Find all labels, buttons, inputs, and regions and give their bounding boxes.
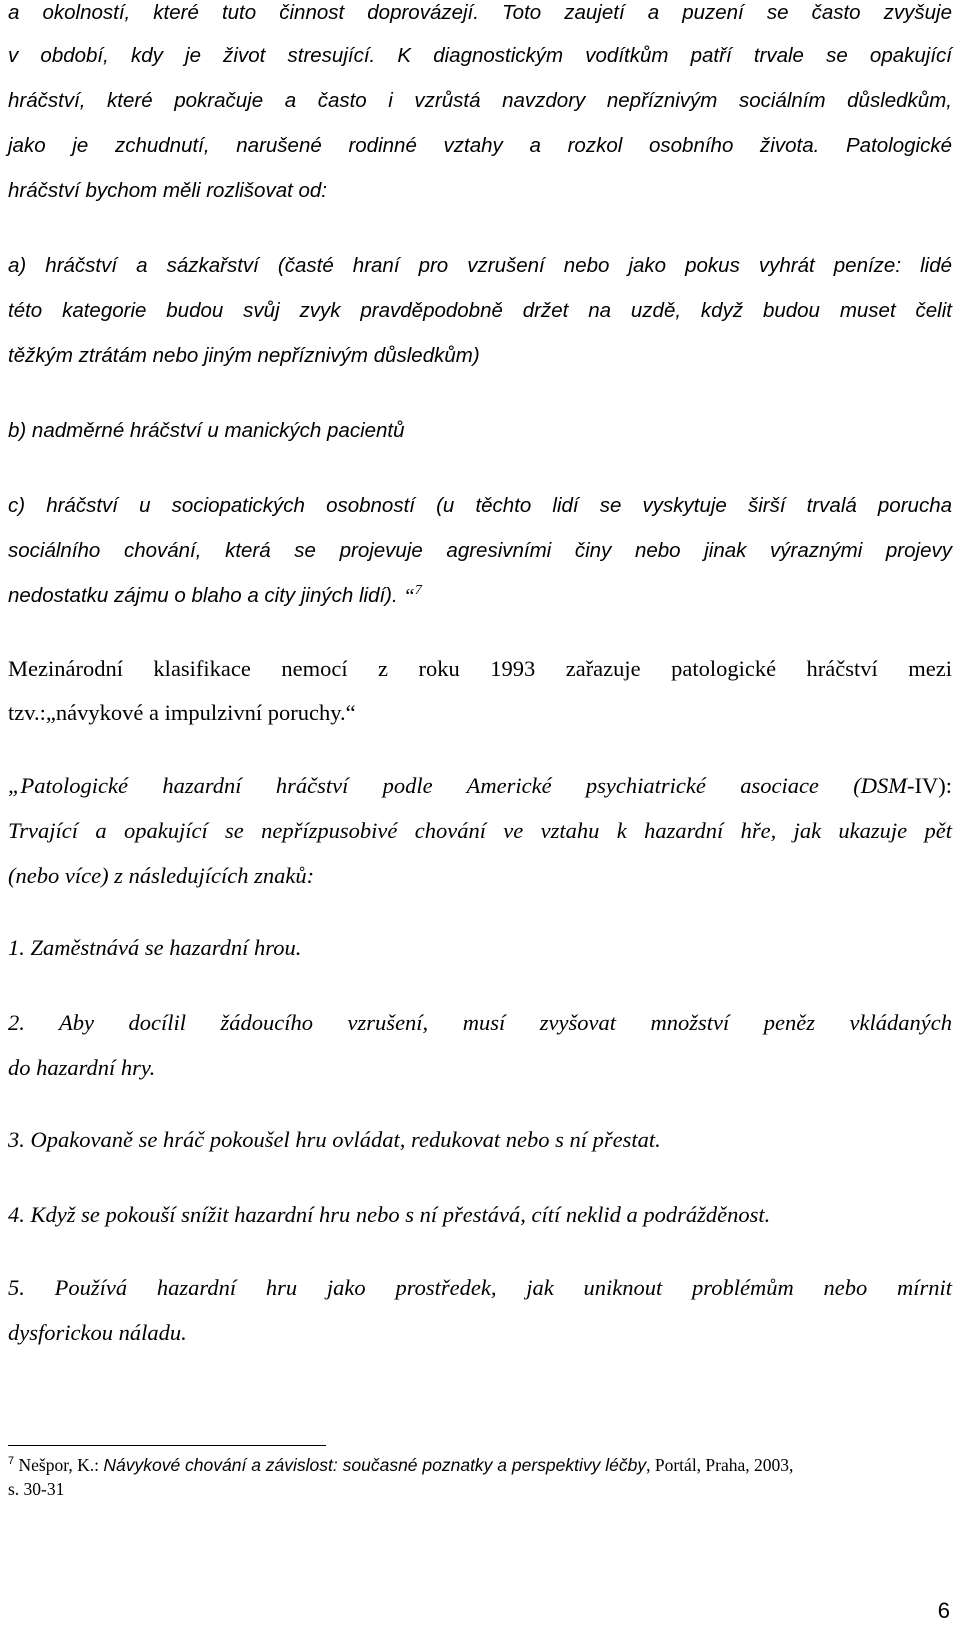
dsm-line (8, 773, 952, 799)
mkn-line: tzv.:„návykové a impulzivní poruchy.“ (8, 700, 356, 725)
list-item-c-line (8, 583, 422, 609)
list-item-c-line: sociálního chování, která se projevuje agresivními činy nebo jinak výraznými projevy (8, 539, 952, 562)
dsm-line: Trvající a opakující se nepřízpusobivé chování ve vztahu k hazardní hře, jak ukazuje pět (8, 818, 952, 843)
criteria-item-continued: do hazardní hry. (8, 1055, 156, 1080)
paragraph-line: hráčství bychom měli rozlišovat od: (8, 179, 328, 202)
paragraph-line: a okolností, které tuto činnost doprovázejí. Toto zaujetí a puzení se často zvyšuje (8, 1, 952, 24)
criteria-item-continued: dysforickou náladu. (8, 1320, 187, 1345)
closing-quote: “ (403, 585, 415, 607)
paragraph-line: v období, kdy je život stresující. K diagnostickým vodítkům patří trvale se opakující (8, 44, 952, 67)
list-item-c-text: nedostatku zájmu o blaho a city jiných lidí). (8, 584, 398, 607)
page-number: 6 (937, 1598, 950, 1623)
dsm-version: -IV): (907, 773, 952, 798)
footnote-title: Návykové chování a závislost: současné poznatky a perspektivy léčby (103, 1455, 647, 1475)
criteria-item: 3. Opakovaně se hráč pokoušel hru ovládat, redukovat nebo s ní přestat. (8, 1127, 661, 1152)
dsm-line: (nebo více) z následujících znaků: (8, 863, 315, 888)
criteria-item: 5. Používá hazardní hru jako prostředek, jak uniknout problémům nebo mírnit (8, 1275, 952, 1300)
criteria-item: 4. Když se pokouší snížit hazardní hru nebo s ní přestává, cítí neklid a podrážděnost. (8, 1202, 771, 1227)
paragraph-line: hráčství, které pokračuje a často i vzrůstá navzdory nepříznivým sociálním důsledkům, (8, 89, 952, 112)
list-item-b-line: b) nadměrné hráčství u manických pacientů (8, 419, 405, 442)
list-item-a-line: a) hráčství a sázkařství (časté hraní pro vzrušení nebo jako pokus vyhrát peníze: lidé (8, 254, 952, 277)
footnote-reference: 7 (414, 583, 422, 599)
footnote-author: Nešpor, K.: (14, 1455, 104, 1475)
list-item-a-line: těžkým ztrátám nebo jiným nepříznivým důsledkům) (8, 344, 480, 367)
dsm-line-part: „Patologické hazardní hráčství podle Americké psychiatrické asociace ( (8, 773, 861, 798)
footnote-number: 7 (8, 1455, 15, 1468)
footnote-publisher: , Portál, Praha, 2003, (646, 1455, 794, 1475)
footnote (8, 1454, 793, 1476)
list-item-a-line: této kategorie budou svůj zvyk pravděpodobně držet na uzdě, když budou muset čelit (8, 299, 952, 322)
list-item-c-line: c) hráčství u sociopatických osobností (u těchto lidí se vyskytuje širší trvalá porucha (8, 494, 952, 517)
footnote-divider (8, 1445, 326, 1446)
dsm-abbrev: DSM (860, 773, 908, 798)
mkn-line: Mezinárodní klasifikace nemocí z roku 1993 zařazuje patologické hráčství mezi (8, 656, 952, 681)
footnote-pages: s. 30-31 (8, 1479, 65, 1499)
criteria-item: 1. Zaměstnává se hazardní hrou. (8, 935, 302, 960)
criteria-item: 2. Aby docílil žádoucího vzrušení, musí zvyšovat množství peněz vkládaných (8, 1010, 952, 1035)
paragraph-line: jako je zchudnutí, narušené rodinné vztahy a rozkol osobního života. Patologické (8, 134, 952, 157)
